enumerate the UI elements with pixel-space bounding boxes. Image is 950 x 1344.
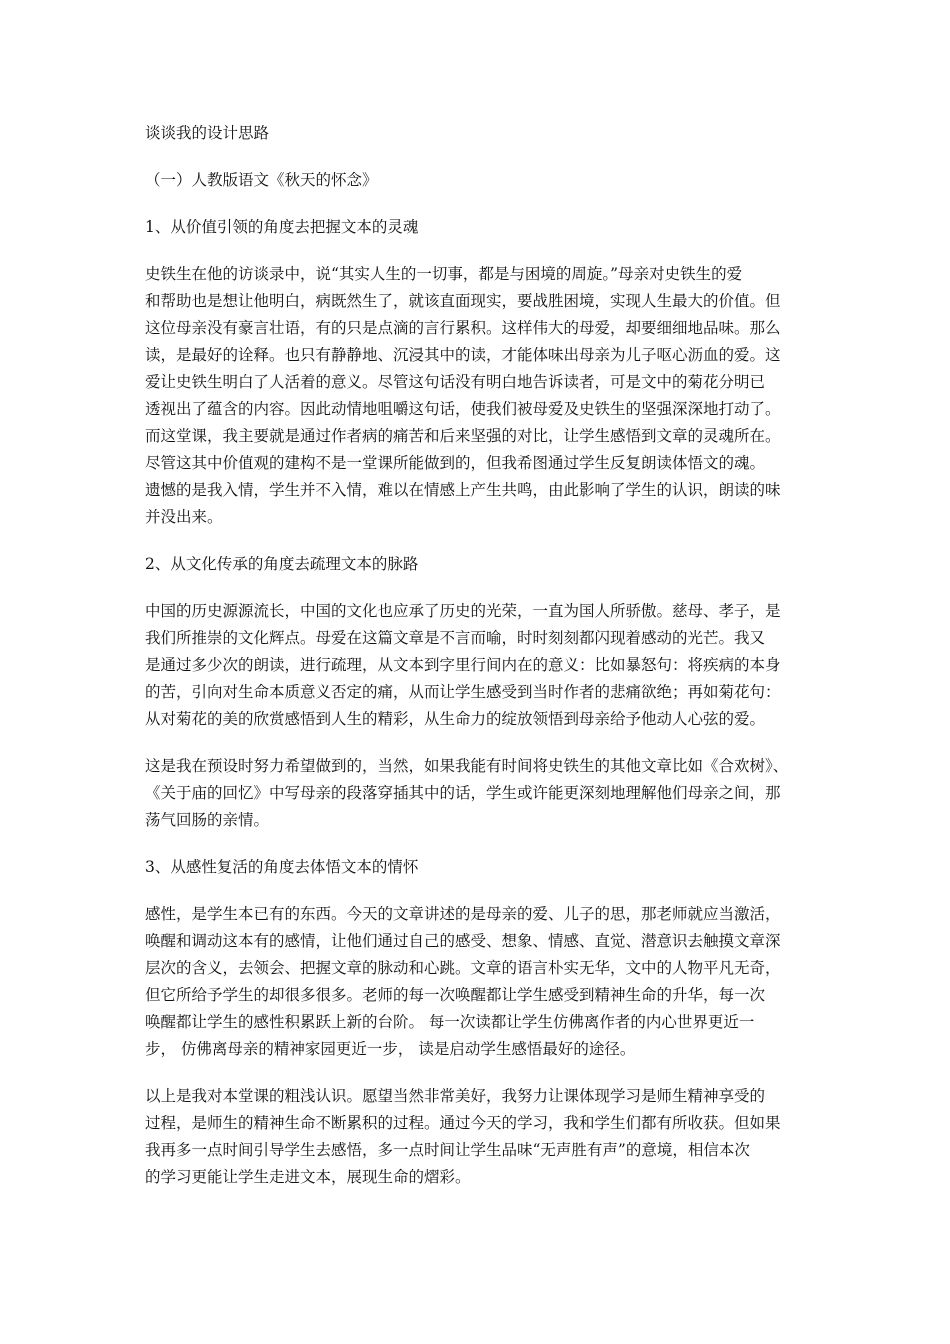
- text-line: 这是我在预设时努力希望做到的，当然，如果我能有时间将史铁生的其他文章比如《合欢树》、: [145, 757, 789, 775]
- subsection-heading-2: 2、从文化传承的角度去疏理文本的脉路: [145, 555, 419, 573]
- text-line: 遗憾的是我入情，学生并不入情，难以在情感上产生共鸣，由此影响了学生的认识，朗读的味: [145, 481, 781, 499]
- subsection-heading-3: 3、从感性复活的角度去体悟文本的情怀: [145, 858, 419, 876]
- text-line: 的学习更能让学生走进文本，展现生命的熠彩。: [145, 1168, 471, 1186]
- text-line: 透视出了蕴含的内容。因此动情地咀嚼这句话，使我们被母爱及史铁生的坚强深深地打动了。: [145, 400, 781, 418]
- paragraph: [145, 261, 815, 531]
- section-heading: （一）人教版语文《秋天的怀念》: [145, 171, 378, 189]
- subsection-heading-1: 1、从价值引领的角度去把握文本的灵魂: [145, 218, 419, 236]
- text-line: 我们所推崇的文化辉点。母爱在这篇文章是不言而喻，时时刻刻都闪现着感动的光芒。我又: [145, 629, 766, 647]
- paragraph: [145, 598, 815, 733]
- text-line: 以上是我对本堂课的粗浅认识。愿望当然非常美好，我努力让课体现学习是师生精神享受的: [145, 1087, 766, 1105]
- text-line: 唤醒都让学生的感性积累跃上新的台阶。 每一次读都让学生仿佛离作者的内心世界更近一: [145, 1013, 755, 1031]
- text-line: 《关于庙的回忆》中写母亲的段落穿插其中的话，学生或许能更深刻地理解他们母亲之间，那: [145, 784, 781, 802]
- text-line: 的苦，引向对生命本质意义否定的痛，从而让学生感受到当时作者的悲痛欲绝；再如菊花句：: [145, 683, 781, 701]
- paragraph: [145, 901, 815, 1063]
- text-line: 过程，是师生的精神生命不断累积的过程。通过今天的学习，我和学生们都有所收获。但如果: [145, 1114, 781, 1132]
- text-line: 步， 仿佛离母亲的精神家园更近一步， 读是启动学生感悟最好的途径。: [145, 1040, 636, 1058]
- text-line: 荡气回肠的亲情。: [145, 811, 270, 829]
- paragraph: [145, 753, 815, 834]
- text-line: 读，是最好的诠释。也只有静静地、沉浸其中的读，才能体味出母亲为儿子呕心沥血的爱。这: [145, 346, 781, 364]
- text-line: 而这堂课，我主要就是通过作者病的痛苦和后来坚强的对比，让学生感悟到文章的灵魂所在。: [145, 427, 781, 445]
- text-line: 感性，是学生本已有的东西。今天的文章讲述的是母亲的爱、儿子的思，那老师就应当激活，: [145, 905, 781, 923]
- text-line: 这位母亲没有豪言壮语，有的只是点滴的言行累积。这样伟大的母爱，却要细细地品味。那么: [145, 319, 781, 337]
- text-line: 中国的历史源源流长，中国的文化也应承了历史的光荣，一直为国人所骄傲。慈母、孝子，是: [145, 602, 781, 620]
- text-line: 和帮助也是想让他明白，病既然生了，就该直面现实，要战胜困境，实现人生最大的价值。但: [145, 292, 781, 310]
- text-line: 爱让史铁生明白了人活着的意义。尽管这句话没有明白地告诉读者，可是文中的菊花分明已: [145, 373, 766, 391]
- text-line: 是通过多少次的朗读，进行疏理，从文本到字里行间内在的意义：比如暴怒句：将疾病的本身: [145, 656, 781, 674]
- text-line: 并没出来。: [145, 508, 223, 526]
- text-line: 层次的含义，去领会、把握文章的脉动和心跳。文章的语言朴实无华，文中的人物平凡无奇，: [145, 959, 781, 977]
- document-page: [145, 120, 815, 1211]
- text-line: 从对菊花的美的欣赏感悟到人生的精彩，从生命力的绽放领悟到母亲给予他动人心弦的爱。: [145, 710, 766, 728]
- paragraph: [145, 1083, 815, 1191]
- text-line: 唤醒和调动这本有的感情，让他们通过自己的感受、想象、情感、直觉、潜意识去触摸文章深: [145, 932, 781, 950]
- text-line: 尽管这其中价值观的建构不是一堂课所能做到的，但我希图通过学生反复朗读体悟文的魂。: [145, 454, 766, 472]
- text-line: 史铁生在他的访谈录中，说“其实人生的一切事，都是与困境的周旋。”母亲对史铁生的爱: [145, 265, 743, 283]
- text-line: 我再多一点时间引导学生去感悟，多一点时间让学生品味“无声胜有声”的意境，相信本次: [145, 1141, 750, 1159]
- text-line: 但它所给予学生的却很多很多。老师的每一次唤醒都让学生感受到精神生命的升华，每一次: [145, 986, 766, 1004]
- document-title: 谈谈我的设计思路: [145, 124, 270, 142]
